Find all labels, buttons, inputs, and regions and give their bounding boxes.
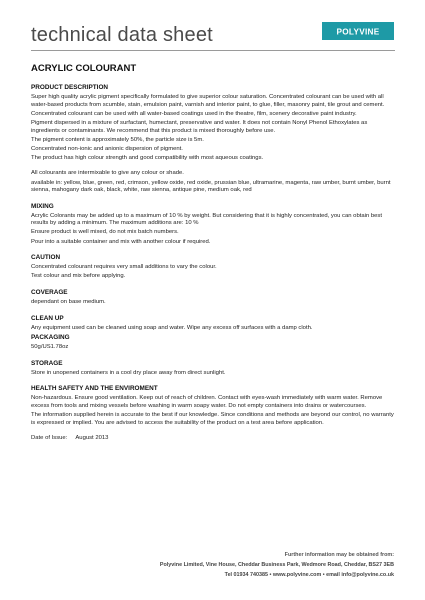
section-product-description xyxy=(31,84,395,195)
section-caution xyxy=(31,254,395,281)
section-heading: HEALTH SAFETY AND THE ENVIROMENT xyxy=(31,385,158,393)
section-packaging xyxy=(31,334,395,352)
section-heading: COVERAGE xyxy=(31,289,68,297)
paragraph: Any equipment used can be cleaned using soap and water. Wipe any excess off surfaces with a damp cloth. xyxy=(31,324,313,331)
logo-graphic xyxy=(322,20,394,42)
paragraph: 50g/US1.78oz xyxy=(31,344,69,351)
section-storage xyxy=(31,360,395,378)
paragraph: Concentrated non-ionic and anionic dispersion of pigment. xyxy=(31,145,183,152)
document-body xyxy=(31,84,395,443)
header-title: technical data sheet xyxy=(31,24,213,46)
header-divider xyxy=(31,50,395,51)
paragraph: Pigment dispersed in a mixture of surfactant, humectant, preservative and water. It does not contain Nonyl Phenol Ethoxylates as ingredients or contaminants. We recommend that this product is mixed thoroughly before use. xyxy=(31,119,368,134)
section-heading: MIXING xyxy=(31,202,54,210)
paragraph: Acrylic Colorants may be added up to a maximum of 10 % by weight. But considering that it is highly concentrated, you can obtain best results by adding a minimum. The maximum additions are: 10 % xyxy=(31,212,383,227)
section-coverage xyxy=(31,289,395,307)
section-heading: PACKAGING xyxy=(31,334,70,342)
section-health-safety xyxy=(31,385,395,427)
polyvine-logo xyxy=(322,20,394,42)
issue-label: Date of Issue: xyxy=(31,435,68,442)
section-heading: CAUTION xyxy=(31,254,61,262)
paragraph: Pour into a suitable container and mix with another colour if required. xyxy=(31,238,211,245)
paragraph: Ensure product is well mixed, do not mix batch numbers. xyxy=(31,229,179,236)
issue-value: August 2013 xyxy=(75,435,109,442)
footer-title: Further information may be obtained from: xyxy=(284,552,394,558)
document-title: ACRYLIC COLOURANT xyxy=(31,63,137,74)
date-of-issue xyxy=(31,435,395,443)
logo-text: POLYVINE xyxy=(336,27,380,37)
paragraph: The pigment content is approximately 50%, the particle size is 5m. xyxy=(31,136,204,143)
section-heading: CLEAN UP xyxy=(31,314,64,322)
paragraph: Non-hazardous. Ensure good ventilation. Keep out of reach of children. Contact with eyes-wash immediately with warm water. Remove excess from tools and mixing vessels before washing in warm soapy water. Do not empty containers into drains or watercourses. xyxy=(31,395,383,409)
section-mixing xyxy=(31,203,395,247)
section-heading: PRODUCT DESCRIPTION xyxy=(31,84,109,91)
paragraph: dependant on base medium. xyxy=(31,299,106,306)
paragraph: Concentrated colourant can be used with all water-based coatings used in the theatre, film, scenery decorative paint industry. xyxy=(31,110,357,117)
paragraph: The information supplied herein is accurate to the best if our knowledge. Since conditions and methods are beyond our control, no warranty is expressed or implied. You are advised to access the suitability of the product on a test area before application. xyxy=(31,412,394,426)
footer-address: Polyvine Limited, Vine House, Cheddar Business Park, Wedmore Road, Cheddar, BS27 3EB xyxy=(159,562,394,568)
section-heading: STORAGE xyxy=(31,359,63,367)
paragraph: The product has high colour strength and good compatibility with most aqueous coatings. xyxy=(31,155,264,162)
paragraph: Test colour and mix before applying. xyxy=(31,273,126,280)
footer xyxy=(160,550,394,580)
paragraph: All colourants are intermixable to give any colour or shade. xyxy=(31,170,184,177)
paragraph: Concentrated colourant requires very small additions to vary the colour. xyxy=(31,264,217,271)
paragraph: Store in unopened containers in a cool dry place away from direct sunlight. xyxy=(31,369,226,376)
footer-contact: Tel 01934 740385 • www.polyvine.com • email info@polyvine.co.uk xyxy=(224,572,394,578)
paragraph: available in: yellow, blue, green, red, crimson, yellow oxide, red oxide, prussian blue, ultramarine, magenta, raw umber, burnt umber, burnt sienna, mahogany dark oak, black, white, raw sienna, antique pine, medium oak, red xyxy=(31,179,391,194)
paragraph: Super high quality acrylic pigment specifically formulated to give superior colour saturation. Concentrated colourant can be used with all water-based products from scumble, stain, emulsion paint, varnish and interior paint, to glue, filler, masonry paint, tile grout and cement. xyxy=(31,94,385,108)
section-clean-up xyxy=(31,315,395,333)
